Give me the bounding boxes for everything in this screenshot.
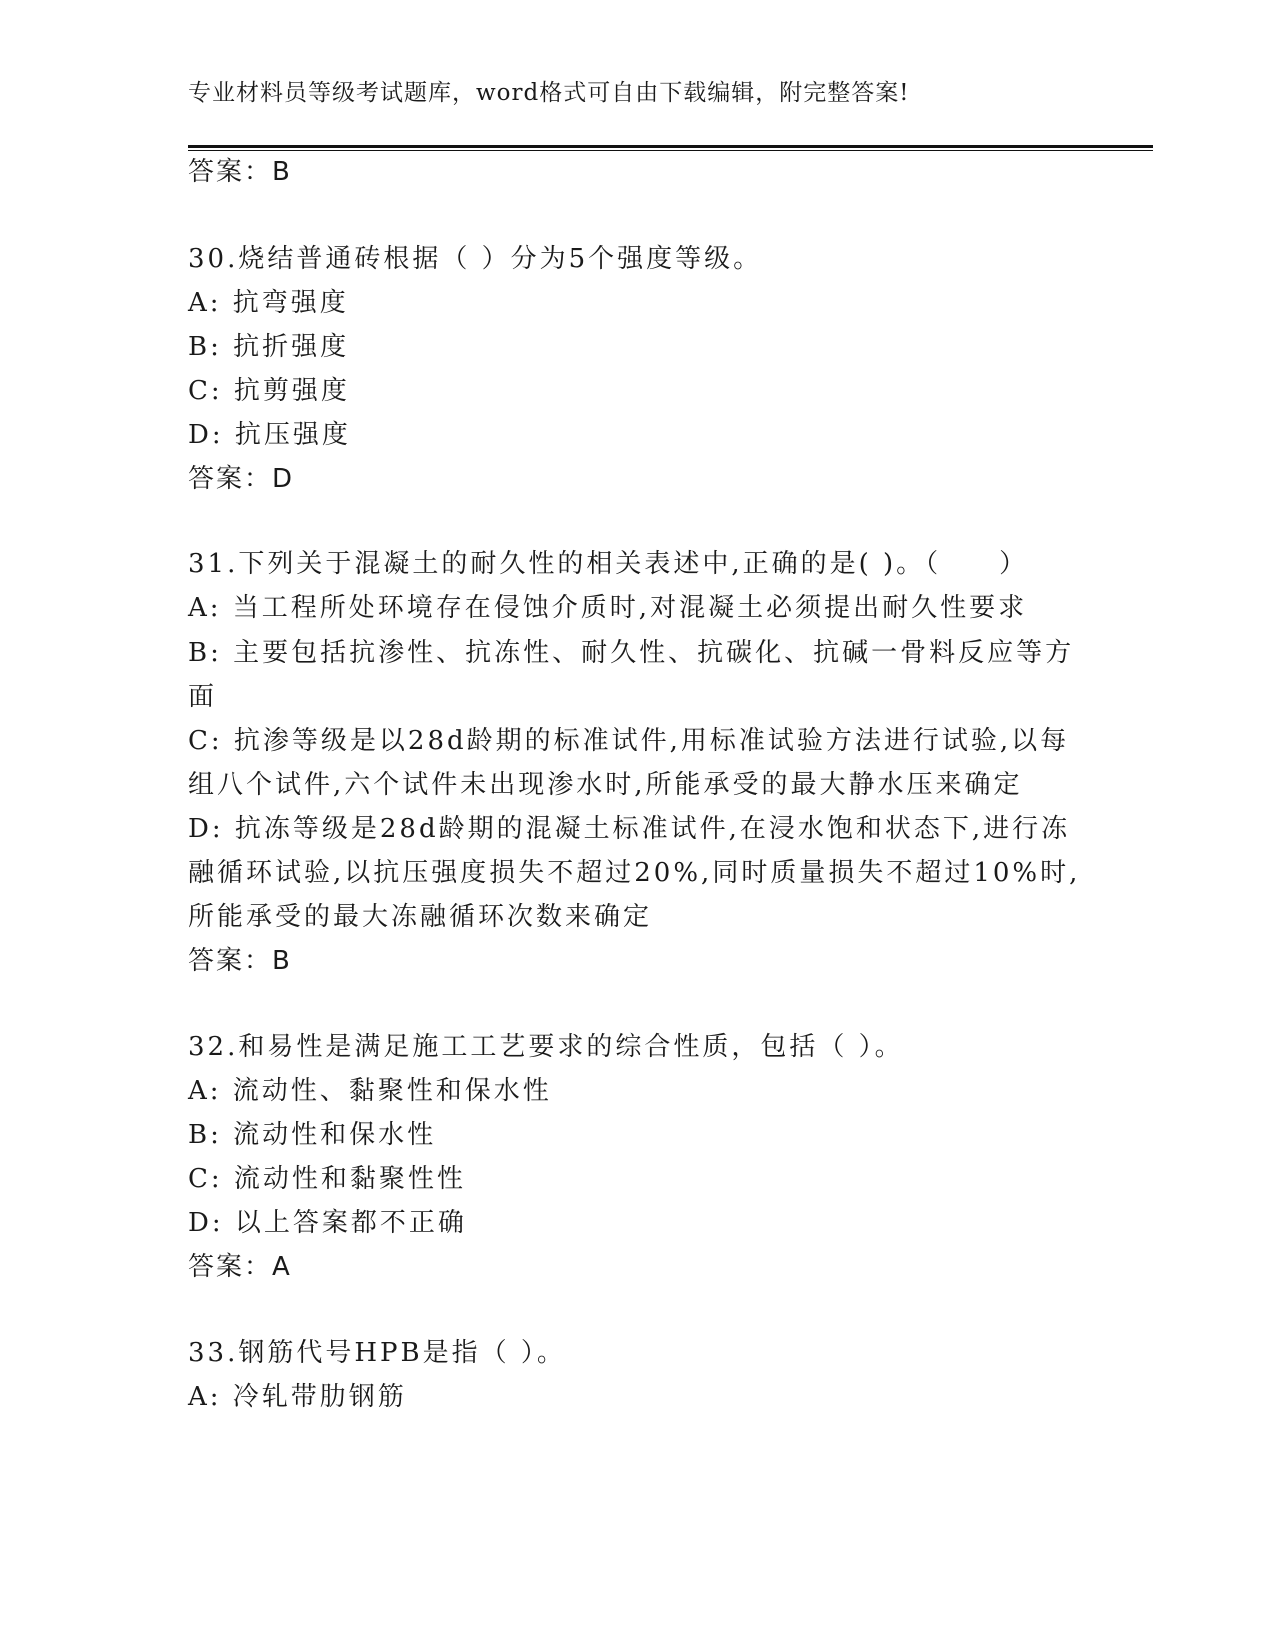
option-line: 融循环试验,以抗压强度损失不超过20%,同时质量损失不超过10%时, (188, 858, 1081, 888)
option-line: C: 抗剪强度 (188, 376, 350, 406)
option-line: 组八个试件,六个试件未出现渗水时,所能承受的最大静水压来确定 (188, 770, 1023, 800)
option-line: A: 冷轧带肋钢筋 (188, 1382, 407, 1412)
answer-line: 答案：B (188, 946, 292, 976)
option-line: C: 抗渗等级是以28d龄期的标准试件,用标准试验方法进行试验,以每 (188, 726, 1070, 756)
option-line: A: 当工程所处环境存在侵蚀介质时,对混凝土必须提出耐久性要求 (188, 593, 1028, 623)
answer-line: 答案：D (188, 464, 295, 494)
option-line: D: 抗冻等级是28d龄期的混凝土标准试件,在浸水饱和状态下,进行冻 (188, 814, 1071, 844)
question-stem: 30.烧结普通砖根据（ ）分为5个强度等级。 (188, 244, 763, 274)
option-line: A: 流动性、黏聚性和保水性 (188, 1076, 552, 1106)
question-stem: 33.钢筋代号HPB是指（ ）。 (188, 1338, 566, 1368)
question-stem: 32.和易性是满足施工工艺要求的综合性质，包括（ ）。 (188, 1032, 904, 1062)
header-rule (188, 145, 1153, 148)
option-line: D: 以上答案都不正确 (188, 1208, 467, 1238)
option-line: B: 流动性和保水性 (188, 1120, 437, 1150)
answer-line: 答案：A (188, 1252, 292, 1282)
option-line: B: 抗折强度 (188, 332, 350, 362)
option-line: D: 抗压强度 (188, 420, 351, 450)
header-rule-thin (188, 150, 1153, 151)
page-header: 专业材料员等级考试题库，word格式可自由下载编辑，附完整答案! (188, 80, 910, 106)
option-line: C: 流动性和黏聚性性 (188, 1164, 466, 1194)
option-line: A: 抗弯强度 (188, 288, 349, 318)
answer-line: 答案：B (188, 157, 292, 187)
option-line: 所能承受的最大冻融循环次数来确定 (188, 902, 653, 932)
option-line: 面 (188, 682, 218, 712)
option-line: B: 主要包括抗渗性、抗冻性、耐久性、抗碳化、抗碱一骨料反应等方 (188, 638, 1075, 668)
question-stem: 31.下列关于混凝土的耐久性的相关表述中,正确的是( )。（ ） (188, 549, 1029, 579)
